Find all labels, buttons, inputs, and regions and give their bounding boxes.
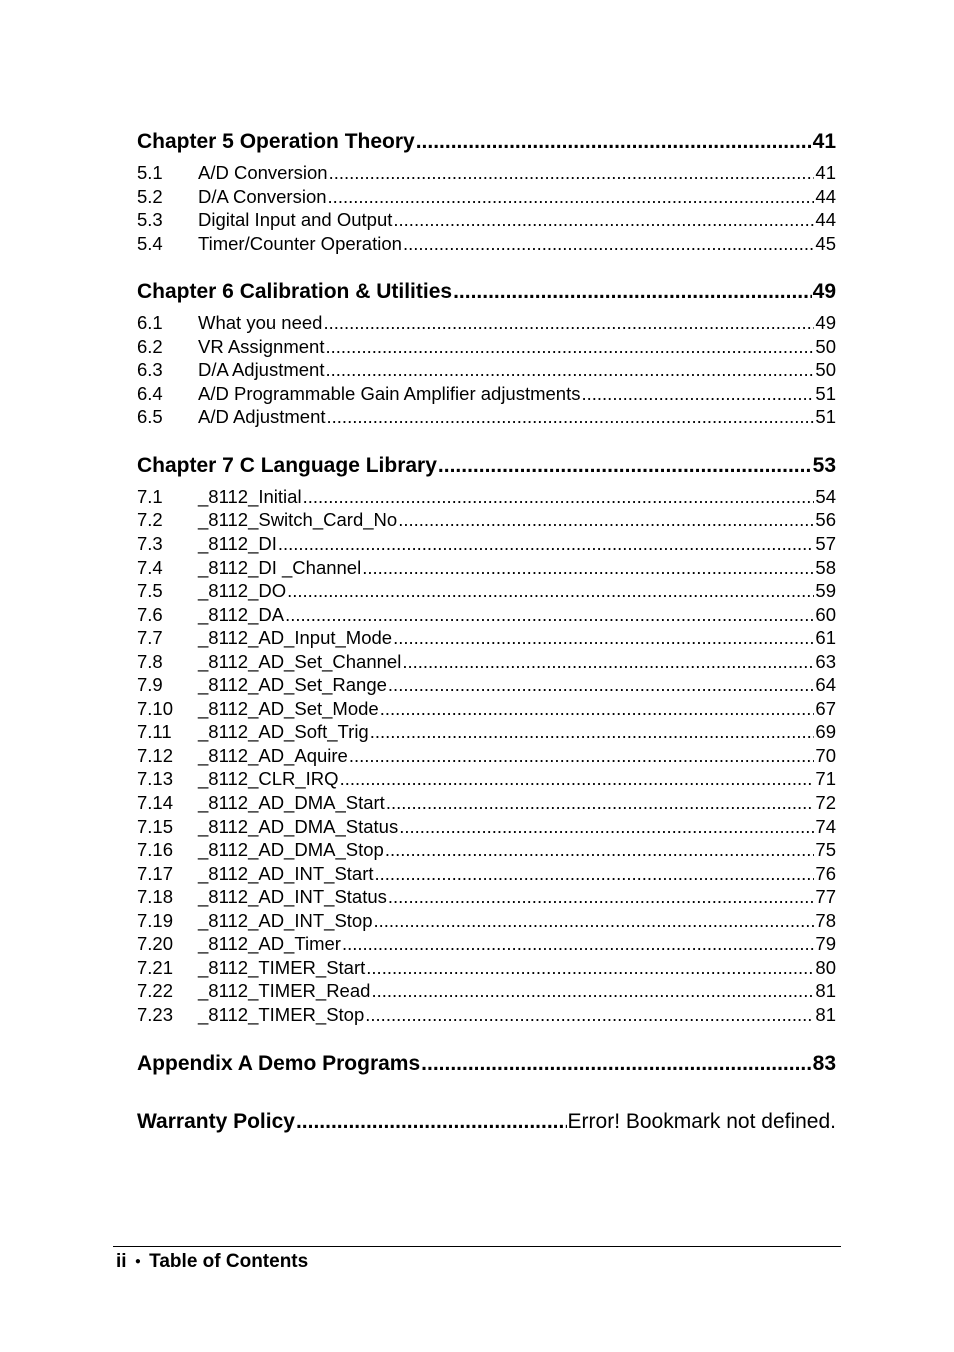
entry-page: 56 (815, 509, 836, 531)
entry-number: 7.5 (137, 580, 163, 602)
entry-page: 79 (815, 933, 836, 955)
entry-page: 63 (815, 650, 836, 672)
entry-number: 6.2 (137, 335, 163, 357)
entry-page: 76 (815, 862, 836, 884)
dot-leader (438, 451, 812, 481)
dot-leader (349, 744, 815, 768)
dot-leader (393, 208, 814, 232)
entry-number: 7.17 (137, 862, 174, 884)
dot-leader (453, 277, 812, 307)
entry-title: _8112_DA (198, 603, 285, 625)
entry-page: 54 (815, 485, 836, 507)
toc-entry[interactable] (137, 838, 836, 862)
entry-number: 7.8 (137, 650, 163, 672)
toc-entry[interactable] (137, 744, 836, 768)
bullet-icon: ● (134, 1256, 141, 1268)
entry-number: 6.3 (137, 359, 163, 381)
toc-entry[interactable] (137, 1003, 836, 1027)
entry-page: 58 (815, 556, 836, 578)
entry-number: 7.22 (137, 980, 174, 1002)
toc-entry[interactable] (137, 485, 836, 509)
toc-entry[interactable] (137, 885, 836, 909)
toc-entry[interactable] (137, 650, 836, 674)
dot-leader (329, 161, 815, 185)
chapter-title: Warranty Policy (137, 1109, 295, 1133)
entry-page: 45 (815, 232, 836, 254)
entry-title: _8112_AD_Timer (198, 933, 341, 955)
entry-number: 5.3 (137, 209, 163, 231)
entry-title: _8112_Initial (198, 485, 302, 507)
toc-entry[interactable] (137, 697, 836, 721)
toc-entry[interactable] (137, 311, 836, 335)
entry-title: _8112_AD_Set_Channel (198, 650, 402, 672)
entry-title: A/D Programmable Gain Amplifier adjustments (198, 382, 581, 404)
entry-page: 81 (815, 1003, 836, 1025)
entry-title: _8112_AD_Soft_Trig (198, 721, 369, 743)
toc-entry[interactable] (137, 673, 836, 697)
entry-number: 6.5 (137, 406, 163, 428)
toc-entry[interactable] (137, 358, 836, 382)
entry-title: _8112_TIMER_Start (198, 956, 366, 978)
entry-title: _8112_AD_Input_Mode (198, 627, 393, 649)
entry-title: _8112_DI _Channel (198, 556, 362, 578)
toc-chapter-7[interactable] (137, 451, 836, 481)
dot-leader (386, 791, 815, 815)
toc-entry[interactable] (137, 508, 836, 532)
toc-entry[interactable] (137, 815, 836, 839)
entry-title: VR Assignment (198, 335, 325, 357)
dot-leader (402, 650, 814, 674)
dot-leader (371, 979, 814, 1003)
toc-entry[interactable] (137, 405, 836, 429)
table-of-contents (137, 127, 836, 1137)
chapter-page: 53 (812, 453, 836, 477)
entry-page: 69 (815, 721, 836, 743)
footer-section-title: Table of Contents (149, 1251, 309, 1272)
toc-entry[interactable] (137, 932, 836, 956)
chapter-page: 83 (812, 1051, 836, 1075)
toc-chapter-5[interactable] (137, 127, 836, 157)
entry-title: _8112_Switch_Card_No (198, 509, 398, 531)
entry-title: D/A Conversion (198, 185, 327, 207)
entry-title: _8112_AD_INT_Stop (198, 909, 373, 931)
entry-page: 57 (815, 533, 836, 555)
dot-leader (393, 626, 814, 650)
dot-leader (285, 603, 814, 627)
entry-number: 7.6 (137, 603, 163, 625)
entry-number: 7.1 (137, 485, 163, 507)
entry-title: _8112_AD_Aquire (198, 744, 348, 766)
dot-leader (303, 485, 815, 509)
entry-number: 7.2 (137, 509, 163, 531)
dot-leader (388, 885, 815, 909)
dot-leader (325, 335, 814, 359)
entry-number: 7.23 (137, 1003, 174, 1025)
entry-number: 5.2 (137, 185, 163, 207)
entry-number: 7.4 (137, 556, 163, 578)
toc-entry[interactable] (137, 556, 836, 580)
entry-page: 44 (815, 185, 836, 207)
entry-number: 6.1 (137, 312, 163, 334)
dot-leader (416, 127, 812, 157)
entry-number: 7.11 (137, 721, 172, 743)
entry-page: 59 (815, 580, 836, 602)
dot-leader (342, 932, 814, 956)
dot-leader (328, 185, 815, 209)
dot-leader (581, 382, 814, 406)
page-footer (116, 1251, 308, 1273)
entry-page: 60 (815, 603, 836, 625)
entry-title: Timer/Counter Operation (198, 232, 402, 254)
entry-page: 74 (815, 815, 836, 837)
entry-page: 70 (815, 744, 836, 766)
entry-title: _8112_AD_INT_Start (198, 862, 374, 884)
dot-leader (374, 909, 815, 933)
toc-warranty-policy[interactable] (137, 1107, 836, 1137)
entry-title: _8112_TIMER_Read (198, 980, 371, 1002)
dot-leader (362, 556, 814, 580)
entry-page: 50 (815, 359, 836, 381)
dot-leader (365, 1003, 814, 1027)
toc-entry[interactable] (137, 185, 836, 209)
entry-page: 44 (815, 209, 836, 231)
entry-number: 7.9 (137, 674, 163, 696)
toc-entry[interactable] (137, 909, 836, 933)
entry-page: 80 (815, 956, 836, 978)
dot-leader (403, 232, 814, 256)
entry-title: _8112_AD_INT_Status (198, 886, 387, 908)
chapter-page: 41 (812, 130, 836, 153)
entry-number: 7.7 (137, 627, 163, 649)
entry-page: 61 (815, 627, 836, 649)
entry-number: 7.15 (137, 815, 174, 837)
entry-page: 78 (815, 909, 836, 931)
entry-number: 6.4 (137, 382, 163, 404)
toc-entry[interactable] (137, 161, 836, 185)
entry-title: A/D Conversion (198, 162, 328, 183)
dot-leader (370, 720, 815, 744)
entry-title: _8112_AD_Set_Range (198, 674, 387, 696)
dot-leader (327, 405, 815, 429)
entry-page: 49 (815, 312, 836, 334)
entry-number: 7.21 (137, 956, 174, 978)
dot-leader (380, 697, 815, 721)
dot-leader (278, 532, 815, 556)
toc-entry[interactable] (137, 382, 836, 406)
toc-entry[interactable] (137, 767, 836, 791)
entry-title: _8112_AD_DMA_Stop (198, 839, 384, 861)
dot-leader (421, 1049, 811, 1079)
entry-title: _8112_AD_DMA_Status (198, 815, 399, 837)
toc-entry[interactable] (137, 862, 836, 886)
dot-leader (323, 311, 814, 335)
entry-number: 5.1 (137, 162, 163, 183)
toc-entry[interactable] (137, 335, 836, 359)
entry-title: D/A Adjustment (198, 359, 325, 381)
toc-entry[interactable] (137, 208, 836, 232)
toc-entry[interactable] (137, 579, 836, 603)
entry-number: 7.13 (137, 768, 174, 790)
dot-leader (340, 767, 815, 791)
toc-entry[interactable] (137, 532, 836, 556)
chapter-6-entries (137, 311, 836, 429)
entry-title: _8112_DO (198, 580, 287, 602)
entry-page: 41 (815, 162, 836, 183)
entry-title: _8112_AD_DMA_Start (198, 792, 385, 814)
entry-title: Digital Input and Output (198, 209, 393, 231)
entry-page: 64 (815, 674, 836, 696)
entry-title: What you need (198, 312, 323, 334)
entry-title: A/D Adjustment (198, 406, 326, 428)
chapter-title: Chapter 6 Calibration & Utilities (137, 280, 453, 304)
entry-number: 7.3 (137, 533, 163, 555)
toc-entry[interactable] (137, 232, 836, 256)
toc-entry[interactable] (137, 956, 836, 980)
toc-entry[interactable] (137, 603, 836, 627)
dot-leader (325, 358, 814, 382)
dot-leader (388, 673, 815, 697)
dot-leader (399, 815, 814, 839)
dot-leader (296, 1107, 567, 1137)
chapter-7-entries (137, 485, 836, 1027)
entry-number: 7.16 (137, 839, 174, 861)
toc-entry[interactable] (137, 626, 836, 650)
footer-rule (113, 1246, 841, 1247)
dot-leader (385, 838, 815, 862)
entry-title: _8112_CLR_IRQ (198, 768, 339, 790)
chapter-page: 49 (812, 280, 836, 304)
entry-title: _8112_TIMER_Stop (198, 1003, 365, 1025)
entry-page: 71 (815, 768, 836, 790)
toc-entry[interactable] (137, 979, 836, 1003)
dot-leader (398, 508, 814, 532)
entry-page: 72 (815, 792, 836, 814)
entry-page: 50 (815, 335, 836, 357)
dot-leader (287, 579, 814, 603)
chapter-title: Chapter 7 C Language Library (137, 453, 437, 477)
entry-number: 7.10 (137, 697, 174, 719)
dot-leader (375, 862, 815, 886)
toc-appendix-a[interactable] (137, 1049, 836, 1079)
bookmark-error-text: Error! Bookmark not defined. (567, 1109, 836, 1133)
dot-leader (366, 956, 814, 980)
entry-title: _8112_AD_Set_Mode (198, 697, 379, 719)
entry-page: 75 (815, 839, 836, 861)
toc-chapter-6[interactable] (137, 277, 836, 307)
entry-number: 5.4 (137, 232, 163, 254)
chapter-title: Appendix A Demo Programs (137, 1051, 421, 1075)
entry-page: 51 (815, 382, 836, 404)
chapter-5-entries (137, 161, 836, 255)
entry-number: 7.12 (137, 744, 174, 766)
entry-page: 77 (815, 886, 836, 908)
entry-number: 7.14 (137, 792, 174, 814)
entry-page: 67 (815, 697, 836, 719)
entry-number: 7.18 (137, 886, 174, 908)
footer-page-number: ii (116, 1251, 127, 1272)
chapter-title: Chapter 5 Operation Theory (137, 130, 415, 153)
entry-title: _8112_DI (198, 533, 277, 555)
entry-page: 51 (815, 406, 836, 428)
toc-entry[interactable] (137, 720, 836, 744)
entry-number: 7.19 (137, 909, 174, 931)
toc-entry[interactable] (137, 791, 836, 815)
entry-number: 7.20 (137, 933, 174, 955)
entry-page: 81 (815, 980, 836, 1002)
